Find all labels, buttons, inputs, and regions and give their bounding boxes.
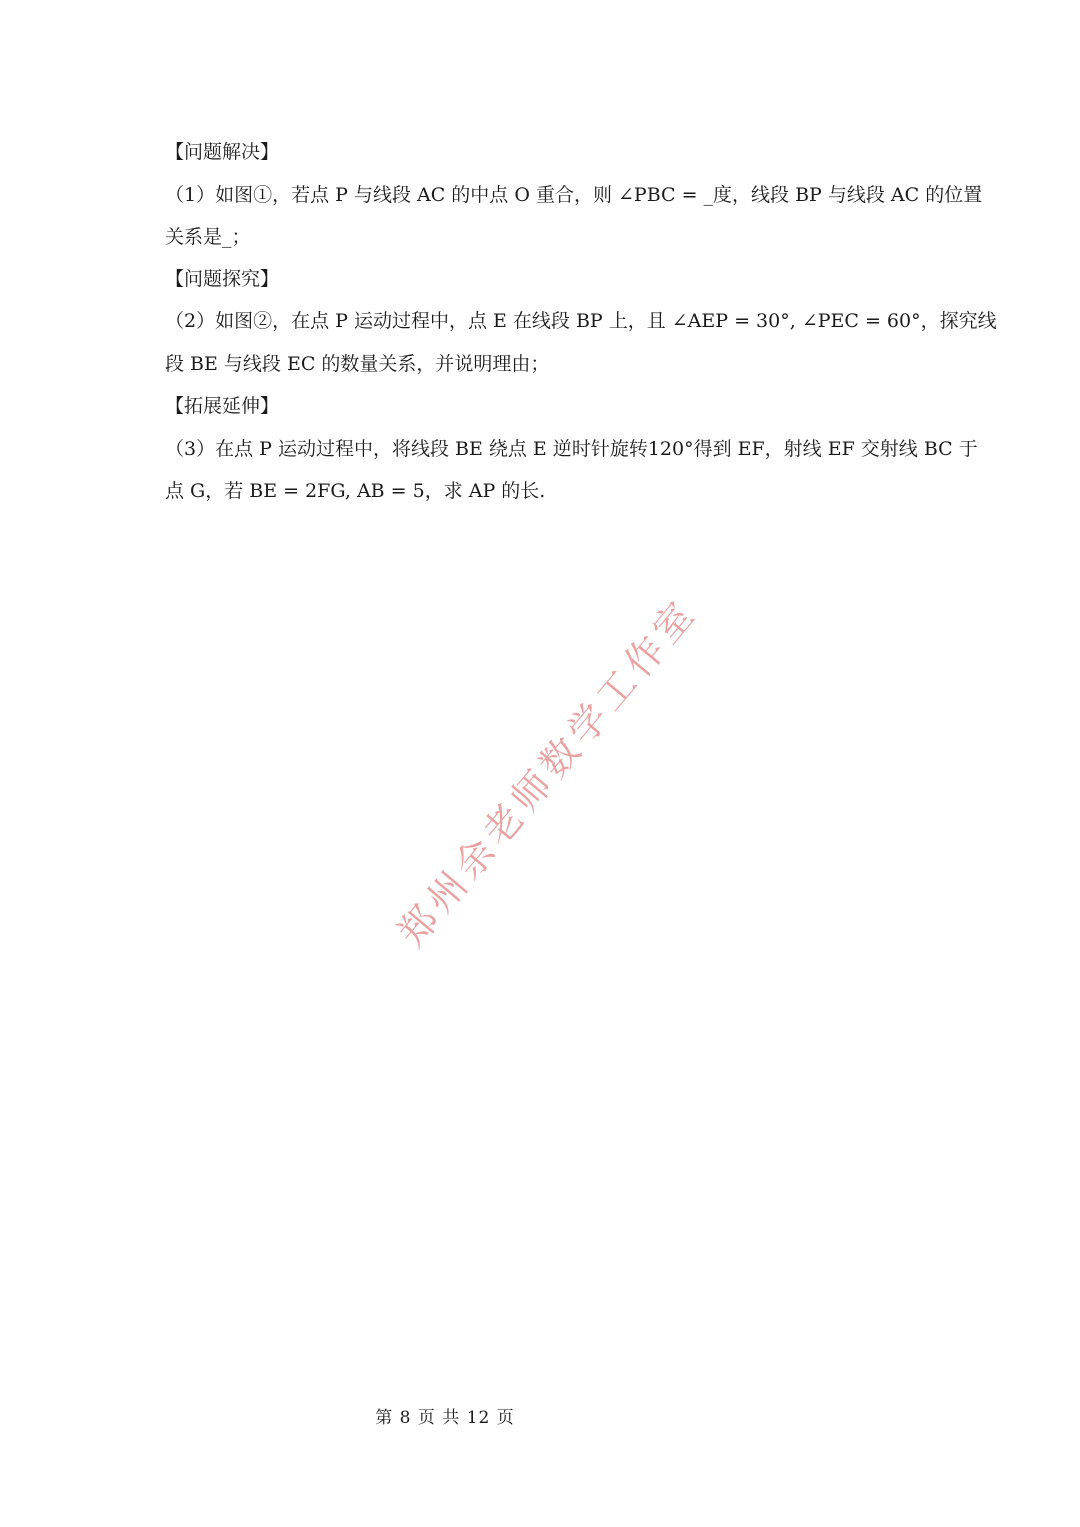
question-2-line-1: （2）如图②，在点 P 运动过程中，点 E 在线段 BP 上，且 ∠AEP = 30°, ∠PEC = 60°，探究线: [165, 310, 997, 332]
watermark-text: 郑州余老师数学工作室: [389, 589, 706, 955]
page-number-footer: 第 8 页 共 12 页: [375, 1408, 515, 1428]
section-heading-problem-exploration: 【问题探究】: [165, 268, 280, 290]
question-3-line-2: 点 G，若 BE = 2FG, AB = 5，求 AP 的长.: [165, 480, 546, 502]
section-heading-problem-solving: 【问题解决】: [165, 141, 280, 163]
question-3-line-1: （3）在点 P 运动过程中，将线段 BE 绕点 E 逆时针旋转120°得到 EF，射线 EF 交射线 BC 于: [165, 438, 978, 460]
question-1-line-1: （1）如图①，若点 P 与线段 AC 的中点 O 重合，则 ∠PBC = _度，线段 BP 与线段 AC 的位置: [165, 184, 983, 206]
question-1-line-2: 关系是_；: [165, 226, 251, 248]
section-heading-extension: 【拓展延伸】: [165, 395, 280, 417]
question-2-line-2: 段 BE 与线段 EC 的数量关系，并说明理由；: [165, 353, 550, 375]
